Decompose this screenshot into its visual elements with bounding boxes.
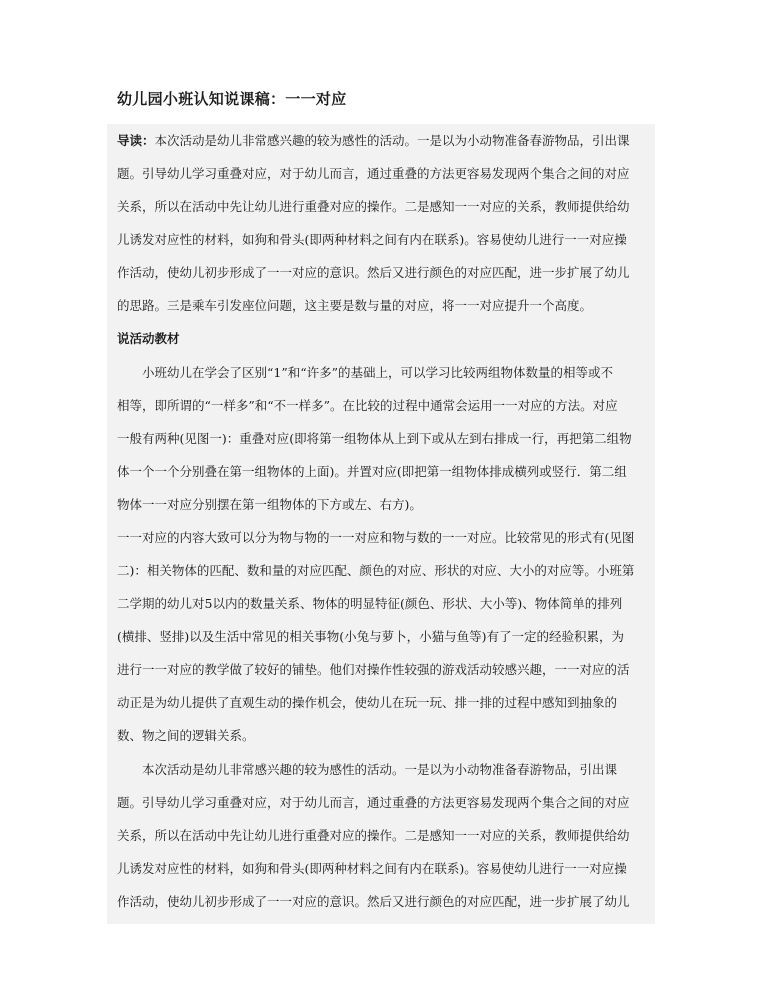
paragraph-line: 题。引导幼儿学习重叠对应，对于幼儿而言，通过重叠的方法更容易发现两个集合之间的对应 <box>117 166 630 181</box>
paragraph-line: 本次活动是幼儿非常感兴趣的较为感性的活动。一是以为小动物准备春游物品，引出课 <box>142 762 618 777</box>
paragraph-line: 相等，即所谓的“一样多”和“不一样多”。在比较的过程中通常会运用一一对应的方法。对应 <box>117 398 618 413</box>
paragraph-line: 一一对应的内容大致可以分为物与物的一一对应和物与数的一一对应。比较常见的形式有(见图 <box>117 530 635 545</box>
paragraph-line: 动正是为幼儿提供了直观生动的操作机会，使幼儿在玩一玩、排一排的过程中感知到抽象的 <box>117 695 618 710</box>
section-heading: 说活动教材 <box>117 331 180 346</box>
paragraph-line: 题。引导幼儿学习重叠对应，对于幼儿而言，通过重叠的方法更容易发现两个集合之间的对应 <box>117 795 630 810</box>
paragraph-line: (横排、竖排)以及生活中常见的相关事物(小兔与萝卜，小猫与鱼等)有了一定的经验积累，为 <box>117 629 625 644</box>
paragraph-line: 作活动，使幼儿初步形成了一一对应的意识。然后又进行颜色的对应匹配，进一步扩展了幼儿 <box>117 894 630 909</box>
paragraph-line: 体一个一个分别叠在第一组物体的上面)。并置对应(即把第一组物体排成横列或竖行．第二组 <box>117 464 627 479</box>
paragraph-line: 进行一一对应的教学做了较好的铺垫。他们对操作性较强的游戏活动较感兴趣，一一对应的活 <box>117 662 630 677</box>
paragraph-line: 一般有两种(见图一)：重叠对应(即将第一组物体从上到下或从左到右排成一行，再把第二组物 <box>117 431 632 446</box>
paragraph-line: 关系，所以在活动中先让幼儿进行重叠对应的操作。二是感知一一对应的关系，教师提供给幼 <box>117 199 630 214</box>
paragraph-line: 数、物之间的逻辑关系。 <box>117 728 255 743</box>
intro-line-1 <box>117 133 630 149</box>
paragraph-line: 作活动，使幼儿初步形成了一一对应的意识。然后又进行颜色的对应匹配，进一步扩展了幼儿 <box>117 265 630 280</box>
paragraph-line: 的思路。三是乘车引发座位问题，这主要是数与量的对应，将一一对应提升一个高度。 <box>117 298 593 313</box>
intro-text: 本次活动是幼儿非常感兴趣的较为感性的活动。一是以为小动物准备春游物品，引出课 <box>154 133 630 148</box>
paragraph-line: 二学期的幼儿对5以内的数量关系、物体的明显特征(颜色、形状、大小等)、物体简单的排列 <box>117 596 623 611</box>
paragraph-line: 小班幼儿在学会了区别“1”和“许多”的基础上，可以学习比较两组物体数量的相等或不 <box>142 365 614 380</box>
document-body <box>107 124 655 924</box>
paragraph-line: 儿诱发对应性的材料，如狗和骨头(即两种材料之间有内在联系)。容易使幼儿进行一一对应操 <box>117 232 627 247</box>
paragraph-line: 物体一一对应分别摆在第一组物体的下方或左、右方)。 <box>117 497 422 512</box>
document-title: 幼儿园小班认知说课稿：一一对应 <box>117 90 347 108</box>
paragraph-line: 关系，所以在活动中先让幼儿进行重叠对应的操作。二是感知一一对应的关系，教师提供给幼 <box>117 828 630 843</box>
paragraph-line: 二)：相关物体的匹配、数和量的对应匹配、颜色的对应、形状的对应、大小的对应等。小班第 <box>117 563 635 578</box>
intro-label: 导读： <box>117 133 155 148</box>
paragraph-line: 儿诱发对应性的材料，如狗和骨头(即两种材料之间有内在联系)。容易使幼儿进行一一对应操 <box>117 861 627 876</box>
